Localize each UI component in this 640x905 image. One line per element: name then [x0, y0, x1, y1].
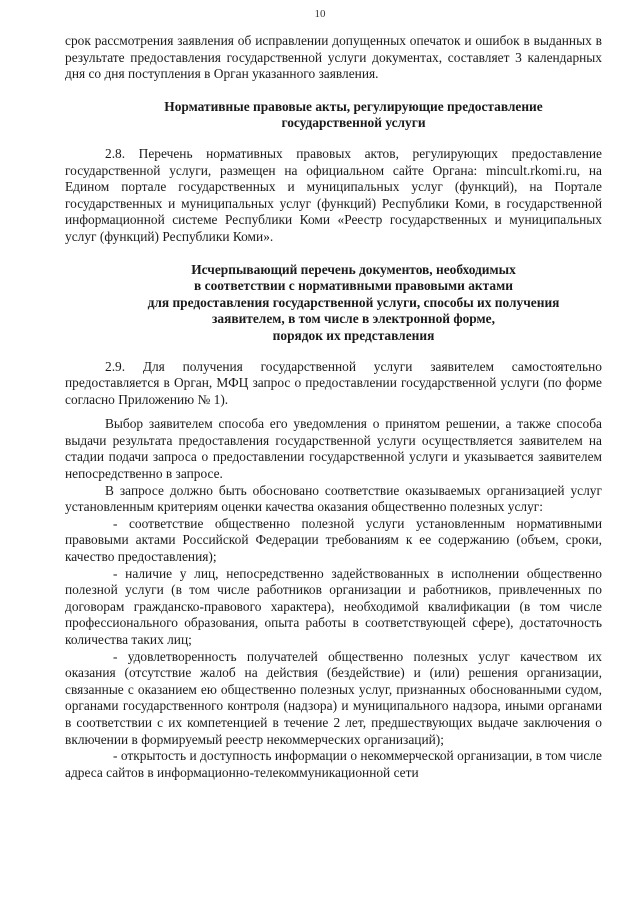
heading-documents-list: [65, 262, 602, 345]
paragraph-2-8: 2.8. Перечень нормативных правовых актов, регулирующих предоставление государственной услуги, размещен на официальном сайте Органа: mincult.rkomi.ru, на Едином портале государственных и муниципальных услуг (функций), на Портале государственных и муниципальных услуг (функций) Республики Коми, в государственной информационной системе Республики Коми «Реестр государственных и муниципальных услуг (функций) Республики Коми».: [65, 145, 602, 244]
heading-legal-acts-line1: Нормативные правовые акты, регулирующие предоставление: [164, 98, 543, 114]
paragraph-intro: срок рассмотрения заявления об исправлении допущенных опечаток и ошибок в выданных в результате предоставления государственной услуги документах, составляет 3 календарных дня со дня поступления в Орган указанного заявления.: [65, 33, 602, 82]
list-item-criteria-1: - соответствие общественно полезной услуги установленным нормативными правовыми актами Российской Федерации требованиям к ее содержанию (объем, сроки, качество предоставления);: [65, 515, 602, 565]
paragraph-2-9: 2.9. Для получения государственной услуги заявителем самостоятельно предоставляется в Орган, МФЦ запрос о предоставлении государственной услуги (по форме согласно Приложению № 1).: [65, 358, 602, 407]
paragraph-request-justification: В запросе должно быть обосновано соответствие оказываемых организацией услуг установленным критериям оценки качества оказания общественно полезных услуг:: [65, 482, 602, 515]
heading-documents-line2: в соответствии с нормативными правовыми актами: [194, 278, 513, 294]
heading-legal-acts-line2: государственной услуги: [281, 115, 426, 131]
heading-legal-acts: [65, 99, 602, 132]
list-item-criteria-2: - наличие у лиц, непосредственно задействованных в исполнении общественно полезной услуги (в том числе работников организации и работников, привлеченных по договорам гражданско-правового характера), необходимой квалификации (в том числе профессионального образования, опыта работы в соответствующей сфере), достаточность количества таких лиц;: [65, 565, 602, 647]
heading-documents-line3: для предоставления государственной услуги, способы их получения: [147, 294, 560, 310]
list-item-criteria-4: - открытость и доступность информации о некоммерческой организации, в том числе адреса сайтов в информационно-телекоммуникационной сети: [65, 748, 602, 780]
heading-documents-line1: Исчерпывающий перечень документов, необходимых: [191, 261, 516, 277]
page-number: 10: [314, 8, 326, 20]
heading-documents-line4: заявителем, в том числе в электронной форме,: [212, 311, 495, 327]
heading-documents-line5: порядок их представления: [272, 327, 435, 343]
paragraph-notification-choice: Выбор заявителем способа его уведомления о принятом решении, а также способа выдачи результата предоставления государственной услуги осуществляется заявителем на стадии подачи запроса о предоставлении государственной услуги и указывается заявителем непосредственно в запросе.: [65, 416, 602, 482]
document-body: [65, 33, 602, 781]
list-item-criteria-3: - удовлетворенность получателей общественно полезных услуг качеством их оказания (отсутствие жалоб на действия (бездействие) и (или) решения организации, связанные с оказанием ею общественно полезных услуг, признанных обоснованными судом, органами государственного контроля (надзора) и муниципального надзора, иными органами в соответствии с их компетенцией в течение 2 лет, предшествующих выдаче заключения о включении в формируемый реестр некоммерческих организаций);: [65, 648, 602, 747]
